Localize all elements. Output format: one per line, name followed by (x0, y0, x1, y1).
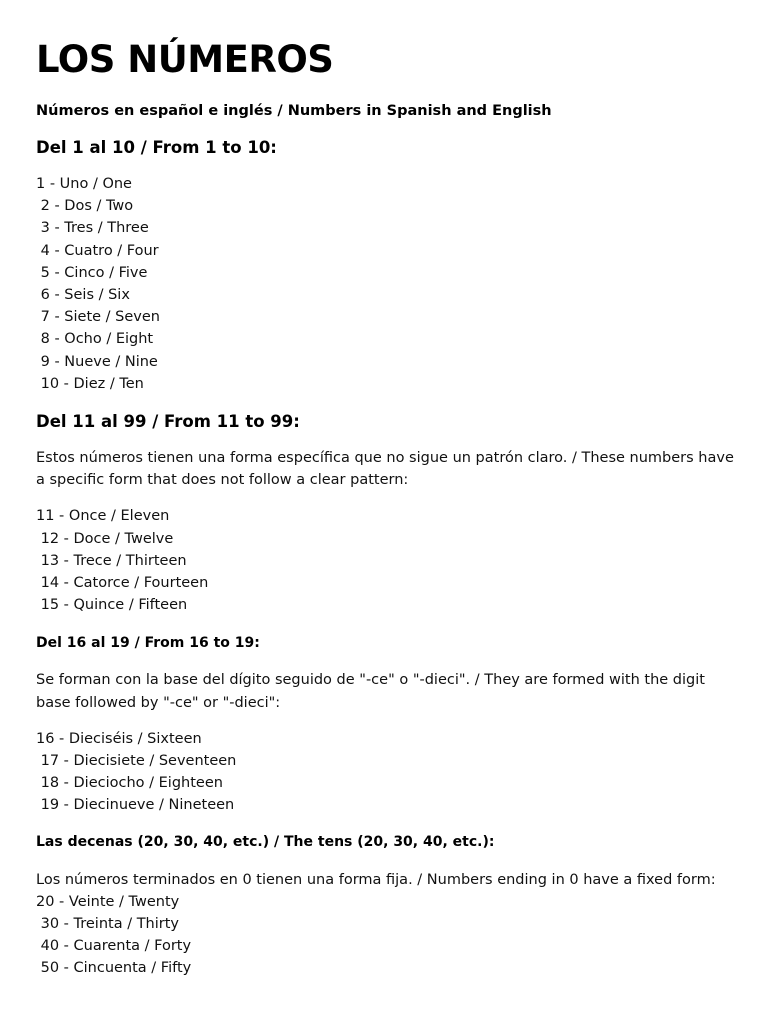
number-list-tens (36, 913, 734, 980)
list-item: 19 - Diecinueve / Nineteen (36, 797, 235, 814)
section-heading-tens: Las decenas (20, 30, 40, etc.) / The tens (20, 30, 40, etc.): (36, 833, 495, 850)
section-paragraph-11-99: Estos números tienen una forma específica que no sigue un patrón claro. / These numbers have a specific form that does not follow a clear pattern: (36, 450, 734, 489)
number-list-1-10 (36, 173, 734, 395)
list-item: 14 - Catorce / Fourteen (36, 575, 209, 592)
list-item: 12 - Doce / Twelve (36, 530, 174, 547)
number-list-16-19 (36, 728, 734, 817)
section-heading-11-99: Del 11 al 99 / From 11 to 99: (36, 412, 300, 432)
list-item: 15 - Quince / Fifteen (36, 597, 188, 614)
list-item: 1 - Uno / One (36, 176, 132, 192)
list-item: 8 - Ocho / Eight (36, 331, 154, 348)
list-item: 6 - Seis / Six (36, 287, 130, 304)
list-item: 4 - Cuatro / Four (36, 242, 159, 259)
list-item: 7 - Siete / Seven (36, 309, 160, 326)
list-item: 11 - Once / Eleven (36, 508, 170, 525)
section-paragraph-tens: Los números terminados en 0 tienen una forma fija. / Numbers ending in 0 have a fixed form: 20 - Veinte / Twenty (36, 871, 716, 910)
page-subtitle: Números en español e inglés / Numbers in Spanish and English (36, 103, 552, 119)
list-item: 40 - Cuarenta / Forty (36, 938, 192, 955)
list-item: 17 - Diecisiete / Seventeen (36, 753, 237, 770)
number-list-11-15 (36, 505, 734, 616)
section-paragraph-16-19: Se forman con la base del dígito seguido de "-ce" o "-dieci". / They are formed with the digit base followed by "-ce" or "-dieci": (36, 672, 705, 711)
list-item: 5 - Cinco / Five (36, 264, 148, 281)
list-item: 13 - Trece / Thirteen (36, 552, 187, 569)
list-item: 2 - Dos / Two (36, 198, 134, 215)
list-item: 30 - Treinta / Thirty (36, 916, 179, 933)
section-heading-16-19: Del 16 al 19 / From 16 to 19: (36, 635, 260, 652)
list-item: 10 - Diez / Ten (36, 375, 144, 392)
list-item: 50 - Cincuenta / Fifty (36, 960, 192, 977)
section-heading-1-10: Del 1 al 10 / From 1 to 10: (36, 138, 277, 157)
list-item: 3 - Tres / Three (36, 220, 149, 237)
page-title: LOS NÚMEROS (36, 38, 334, 81)
list-item: 18 - Dieciocho / Eighteen (36, 775, 223, 792)
list-item: 9 - Nueve / Nine (36, 353, 158, 370)
list-item: 16 - Dieciséis / Sixteen (36, 730, 202, 747)
